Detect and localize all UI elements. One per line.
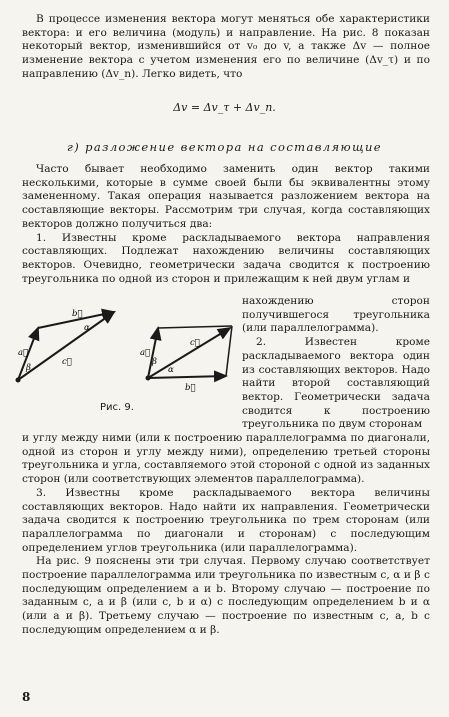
intro-paragraph: В процессе изменения вектора могут меняться обе характеристики вектора: и его величина (модуль) и направление. На рис. 8 показан некоторый вектор, изменившийся от v₀ до v, а также Δv — полное изменение вектора с учетом изменения его по величине (Δv_τ) и по направлению (Δv_n). Легко видеть, что bbox=[22, 13, 430, 80]
body-block bbox=[22, 163, 430, 286]
paragraph-case-1: 1. Известны кроме раскладываемого вектора направления составляющих. Подлежат нахождению величины составляющих векторов. Очевидно, геометрически задача сводится к построению треугольника по одной из сторон и прилежащим к ней двум углам и bbox=[22, 231, 430, 285]
label-a: a⃗ bbox=[18, 348, 29, 358]
label-b: b⃗ bbox=[185, 383, 196, 393]
parallelogram-diagram bbox=[140, 326, 232, 393]
label-alpha: α bbox=[168, 365, 174, 375]
figure-caption: Рис. 9. bbox=[100, 402, 134, 413]
intro-block bbox=[22, 13, 430, 82]
paragraph-case-2-start: 2. Известен кроме раскладываемого вектора один из составляющих векторов. Надо найти второй составляющий вектор. Геометрически задача сводится к построению треугольника по двум сторонам bbox=[242, 336, 430, 431]
vector-c-line bbox=[148, 328, 230, 378]
paragraph-case-1-end: нахождению сторон получившегося треугольника (или параллелограмма). bbox=[242, 295, 430, 335]
label-beta: β bbox=[26, 363, 31, 373]
tail-block bbox=[22, 432, 430, 638]
paragraph-decomposition: Часто бывает необходимо заменить один вектор такими несколькими, которые в сумме своей были бы эквивалентны этому замененному. Такая операция называется разложением вектора на составляющие векторы. Рассмотрим три случая, когда составляющих векторов должно получиться два: bbox=[22, 163, 430, 230]
origin-point bbox=[146, 376, 151, 381]
paragraph-case-2-end: и углу между ними (или к построению параллелограмма по диагонали, одной из сторон и углу между ними), определению третьей стороны треугольника и угла, составляемого этой стороной с одной из заданных сторон (или соответствующих элементов параллелограмма). bbox=[22, 432, 430, 486]
page-number: 8 bbox=[22, 690, 31, 704]
parallelogram-right-side bbox=[226, 326, 232, 376]
label-c: c⃗ bbox=[62, 357, 72, 367]
label-c: c⃗ bbox=[190, 338, 200, 348]
vector-b-line bbox=[148, 376, 226, 378]
parallelogram-top-side bbox=[158, 326, 232, 328]
label-beta: β bbox=[152, 357, 157, 367]
paragraph-summary: На рис. 9 пояснены эти три случая. Первому случаю соответствует построение параллелограмма или треугольника по известным c, α и β с последующим определением a и b. Второму случаю — построение по заданным c, a и β (или c, b и α) с последующим определением b и α (или a и β). Третьему случаю — построение по известным c, a, b с последующим определением α и β. bbox=[22, 555, 430, 636]
section-heading: г) разложение вектора на составляющие bbox=[66, 140, 382, 154]
paragraph-case-3: 3. Известны кроме раскладываемого вектора величины составляющих векторов. Надо найти их направления. Геометрически задача сводится к построению треугольника по трем сторонам (или параллелограмма по диагонали и сторонам) с последующим определением углов треугольника (или параллелограмма). bbox=[22, 486, 430, 554]
origin-point bbox=[16, 378, 21, 383]
formula: Δv = Δv_τ + Δv_n. bbox=[173, 101, 276, 114]
wrap-column bbox=[242, 295, 430, 432]
triangle-diagram bbox=[16, 309, 115, 383]
label-a: a⃗ bbox=[140, 348, 151, 358]
label-alpha: α bbox=[84, 323, 90, 333]
figure-9 bbox=[0, 300, 240, 400]
label-b: b⃗ bbox=[72, 309, 83, 319]
